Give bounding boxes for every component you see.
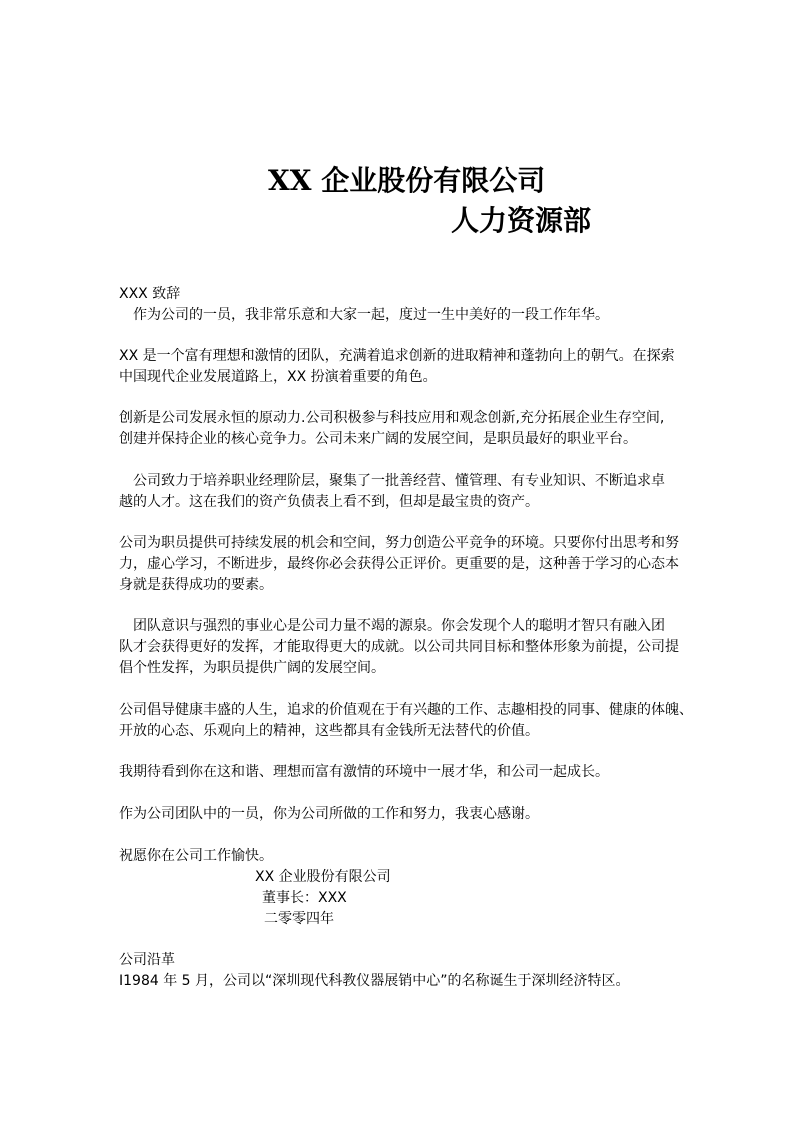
paragraph-line: 越的人才。这在我们的资产负债表上看不到，但却是最宝贵的资产。 [119,494,539,510]
paragraph-line: 力，虚心学习，不断进步，最终你必会获得公正评价。更重要的是，这种善于学习的心态本 [119,556,679,572]
closing-line: 祝愿你在公司工作愉快。 [119,848,273,864]
paragraph-6 [119,700,693,742]
paragraph-2 [119,408,679,450]
closing [119,846,679,867]
paragraph-7 [119,762,679,783]
signature-year: 二零零四年 [264,911,334,927]
company-title: XX 企业股份有限公司 [268,164,546,197]
paragraph-line: 创新是公司发展永恒的原动力.公司积极参与科技应用和观念创新,充分拓展企业生存空间, [119,410,665,426]
history-section [119,950,679,992]
paragraph-line: 公司为职员提供可持续发展的机会和空间，努力创造公平竞争的环境。只要你付出思考和努 [119,535,679,551]
paragraph-4 [119,533,679,596]
paragraph-8 [119,804,679,825]
department-title: 人力资源部 [451,204,592,237]
signature-company: XX 企业股份有限公司 [255,869,391,885]
paragraph-line: XX 是一个富有理想和激情的团队，充满着追求创新的进取精神和蓬勃向上的朝气。在探索 [119,348,675,364]
paragraph-line: 队才会获得更好的发挥，才能取得更大的成就。以公司共同目标和整体形象为前提，公司提 [119,639,679,655]
paragraph-3 [119,471,679,513]
intro-paragraph: 作为公司的一员，我非常乐意和大家一起，度过一生中美好的一段工作年华。 [133,307,609,323]
paragraph-5 [119,616,679,679]
paragraph-line: 团队意识与强烈的事业心是公司力量不竭的源泉。你会发现个人的聪明才智只有融入团 [133,618,665,634]
paragraph-line: 身就是获得成功的要素。 [119,577,273,593]
paragraph-line: 倡个性发挥，为职员提供广阔的发展空间。 [119,660,385,676]
paragraph-line: 创建并保持企业的核心竞争力。公司未来广阔的发展空间，是职员最好的职业平台。 [119,431,637,447]
history-heading: 公司沿革 [119,952,175,968]
history-line: I1984 年 5 月，公司以“深圳现代科教仪器展销中心”的名称诞生于深圳经济特区。 [119,973,630,989]
signature-title: 董事长：XXX [262,890,347,906]
paragraph-line: 中国现代企业发展道路上，XX 扮演着重要的角色。 [119,369,437,385]
paragraph-line: 公司倡导健康丰盛的人生，追求的价值观在于有兴趣的工作、志趣相投的同事、健康的体魄、 [119,702,693,718]
paragraph-line: 公司致力于培养职业经理阶层，聚集了一批善经营、懂管理、有专业知识、不断追求卓 [133,473,665,489]
paragraph-1 [119,346,679,388]
paragraph-line: 我期待看到你在这和谐、理想而富有激情的环境中一展才华，和公司一起成长。 [119,764,609,780]
greeting: XXX 致辞 [119,286,181,302]
paragraph-line: 作为公司团队中的一员，你为公司所做的工作和努力，我衷心感谢。 [119,806,539,822]
letter-opening [119,284,679,326]
paragraph-line: 开放的心态、乐观向上的精神，这些都具有金钱所无法替代的价值。 [119,723,539,739]
